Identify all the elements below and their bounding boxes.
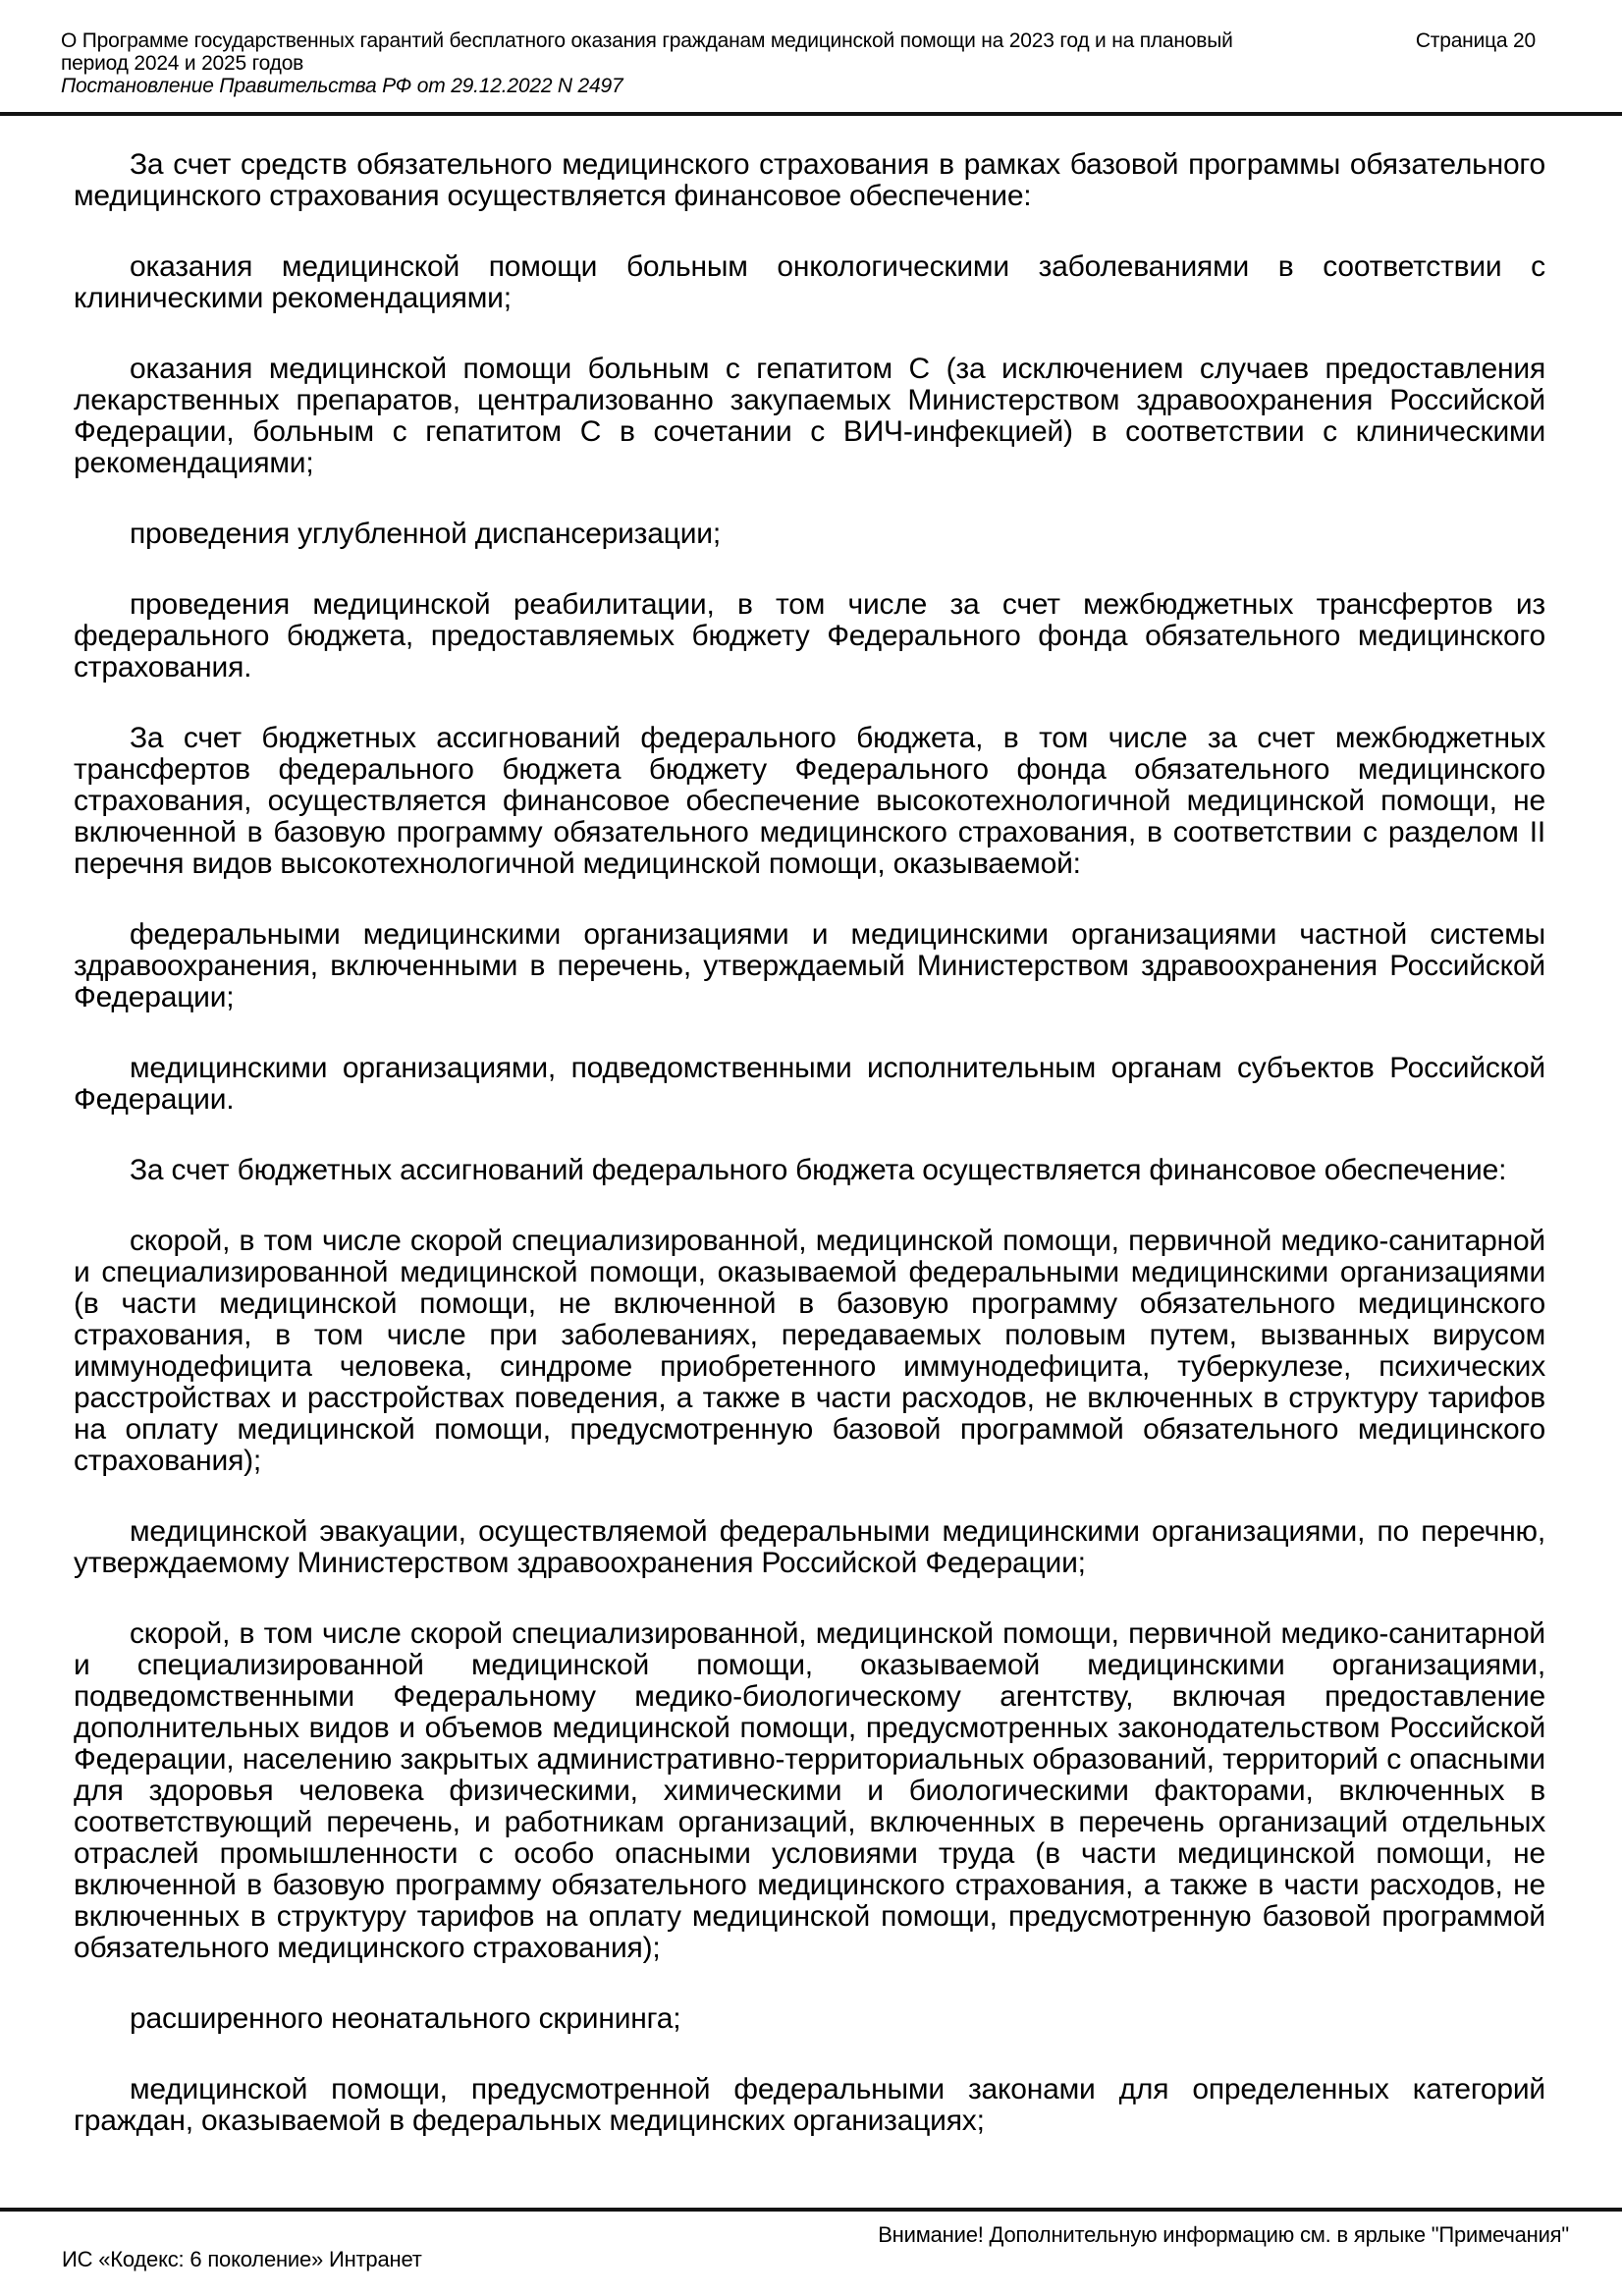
document-header-block <box>61 29 1233 97</box>
document-body <box>0 116 1622 2137</box>
paragraph: скорой, в том числе скорой специализированной, медицинской помощи, первичной медико-санитарной и специализированной медицинской помощи, оказываемой федеральными медицинскими организациями (в части медицинской помощи, не включенной в базовую программу обязательного медицинского страхования, в том числе при заболеваниях, передаваемых половым путем, вызванных вирусом иммунодефицита человека, синдроме приобретенного иммунодефицита, туберкулезе, психических расстройствах и расстройствах поведения, а также в части расходов, не включенных в структуру тарифов на оплату медицинской помощи, предусмотренную базовой программой обязательного медицинского страхования); <box>74 1225 1545 1477</box>
paragraph: оказания медицинской помощи больным онкологическими заболеваниями в соответствии с клиническими рекомендациями; <box>74 250 1545 314</box>
footer-brand: ИС «Кодекс: 6 поколение» Интранет <box>62 2247 422 2271</box>
paragraph: проведения углубленной диспансеризации; <box>130 518 721 550</box>
paragraph: медицинской эвакуации, осуществляемой федеральными медицинскими организациями, по перечню, утверждаемому Министерством здравоохранения Российской Федерации; <box>74 1515 1545 1579</box>
paragraph: За счет бюджетных ассигнований федерального бюджета осуществляется финансовое обеспечение: <box>130 1154 1507 1186</box>
paragraph: За счет бюджетных ассигнований федерального бюджета, в том числе за счет межбюджетных трансфертов федерального бюджета бюджету Федерального фонда обязательного медицинского страхования, осуществляется финансовое обеспечение высокотехнологичной медицинской помощи, не включенной в базовую программу обязательного медицинского страхования, в соответствии с разделом II перечня видов высокотехнологичной медицинской помощи, оказываемой: <box>74 722 1545 880</box>
paragraph: оказания медицинской помощи больным с гепатитом С (за исключением случаев предоставления лекарственных препаратов, централизованно закупаемых Министерством здравоохранения Российской Федерации, больным с гепатитом С в сочетании с ВИЧ-инфекцией) в соответствии с клиническими рекомендациями; <box>74 353 1545 479</box>
paragraph: медицинской помощи, предусмотренной федеральными законами для определенных категорий граждан, оказываемой в федеральных медицинских организациях; <box>74 2073 1545 2137</box>
page-number: Страница 20 <box>1415 29 1536 52</box>
footer-divider <box>0 2208 1622 2212</box>
document-type: Постановление Правительства РФ от 29.12.2022 N 2497 <box>61 75 623 97</box>
page-header <box>0 0 1622 97</box>
paragraph: За счет средств обязательного медицинского страхования в рамках базовой программы обязательного медицинского страхования осуществляется финансовое обеспечение: <box>74 148 1545 212</box>
footer-note: Внимание! Дополнительную информацию см. в ярлыке "Примечания" <box>878 2222 1569 2247</box>
document-title-line-1: О Программе государственных гарантий бесплатного оказания гражданам медицинской помощи на 2023 год и на плановый <box>61 29 1233 52</box>
paragraph: медицинскими организациями, подведомственными исполнительным органам субъектов Российской Федерации. <box>74 1052 1545 1116</box>
paragraph: проведения медицинской реабилитации, в том числе за счет межбюджетных трансфертов из федерального бюджета, предоставляемых бюджету Федерального фонда обязательного медицинского страхования. <box>74 588 1545 683</box>
document-title-line-2: период 2024 и 2025 годов <box>61 52 304 75</box>
paragraph: скорой, в том числе скорой специализированной, медицинской помощи, первичной медико-санитарной и специализированной медицинской помощи, оказываемой медицинскими организациями, подведомственными Федеральному медико-биологическому агентству, включая предоставление дополнительных видов и объемов медицинской помощи, предусмотренных законодательством Российской Федерации, населению закрытых административно-территориальных образований, территорий с опасными для здоровья человека физическими, химическими и биологическими факторами, включенных в соответствующий перечень, и работникам организаций, включенных в перечень организаций отдельных отраслей промышленности с особо опасными условиями труда (в части медицинской помощи, не включенной в базовую программу обязательного медицинского страхования, а также в части расходов, не включенных в структуру тарифов на оплату медицинской помощи, предусмотренную базовой программой обязательного медицинского страхования); <box>74 1617 1545 1964</box>
paragraph: расширенного неонатального скрининга; <box>130 2002 681 2035</box>
paragraph: федеральными медицинскими организациями и медицинскими организациями частной системы здравоохранения, включенными в перечень, утверждаемый Министерством здравоохранения Российской Федерации; <box>74 918 1545 1013</box>
